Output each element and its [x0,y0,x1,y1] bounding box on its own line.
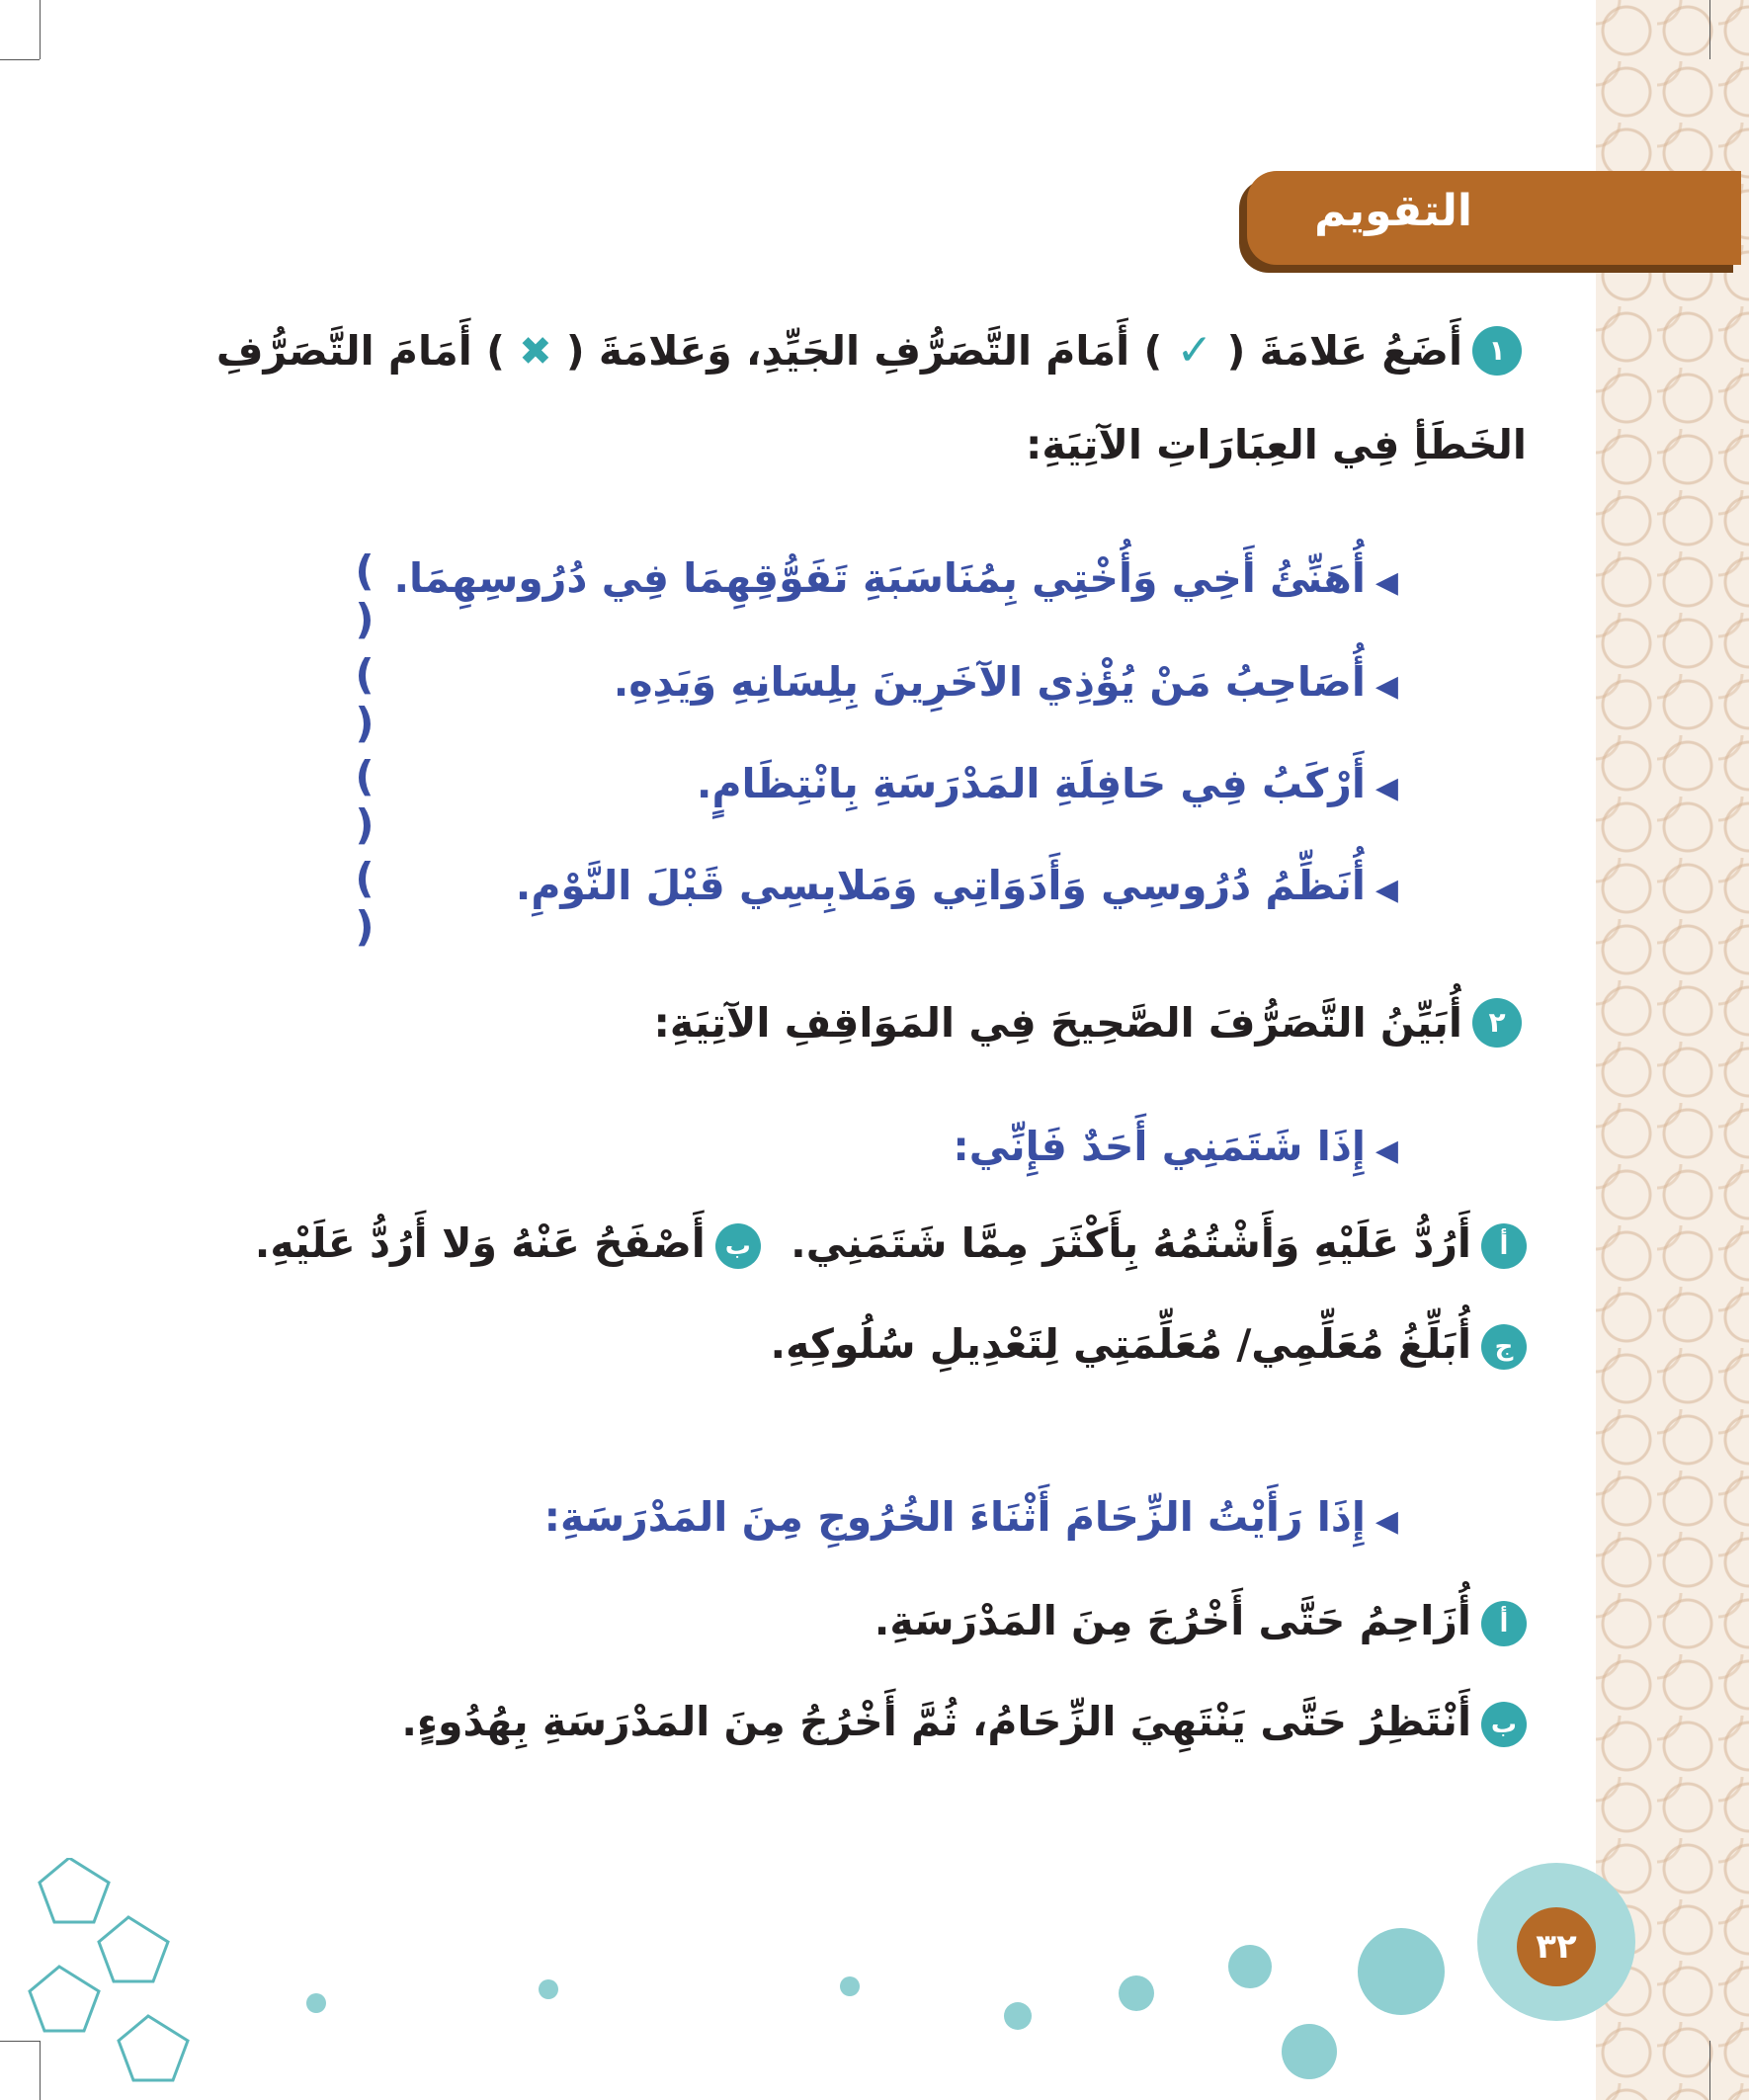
option-letter: ب [1481,1702,1527,1747]
question-1-instruction [216,321,1462,381]
check-icon: ✓ [1176,325,1213,376]
statement-2 [614,652,1398,716]
statement-text: أَرْكَبُ فِي حَافِلَةِ المَدْرَسَةِ بِانْتِظَامٍ. [696,760,1366,807]
decorative-rosettes [0,1858,1749,2100]
option-letter: أ [1481,1223,1527,1269]
statement-4 [516,856,1398,920]
section-title: التقويم [1314,186,1472,236]
situation-1-options-row [255,1214,1527,1273]
arrow-icon: ◀ [1374,565,1398,600]
instruction-part: ) أَمَامَ التَّصَرُّفِ الجَيِّدِ، وَعَلامَةَ ( [565,327,1163,375]
statement-text: أُصَاحِبُ مَنْ يُؤْذِي الآخَرِينَ بِلِسَانِهِ وَيَدِهِ. [613,658,1366,706]
decorative-pattern-strip [1596,0,1749,2100]
crop-mark [40,0,41,59]
option-text[interactable]: أَرُدُّ عَلَيْهِ وَأَشْتُمُهُ بِأَكْثَرَ مِمَّا شَتَمَنِي. [791,1219,1471,1267]
arrow-icon: ◀ [1374,873,1398,907]
cross-icon: ✖ [519,329,552,375]
situation-1-option-c [771,1314,1527,1374]
answer-parens-4[interactable]: ( ) [355,854,402,951]
question-2-number: ٢ [1472,998,1522,1048]
instruction-part: ) أَمَامَ التَّصَرُّفِ [215,327,505,375]
option-text[interactable]: أَصْفَحُ عَنْهُ وَلا أَرُدُّ عَلَيْهِ. [254,1219,706,1267]
statement-1 [393,548,1398,613]
answer-parens-3[interactable]: ( ) [355,752,402,849]
arrow-icon: ◀ [1374,1504,1398,1539]
option-letter: أ [1481,1601,1527,1646]
situation-1 [953,1117,1398,1181]
page-number: ٣٢ [1517,1907,1596,1986]
option-text[interactable]: أُبَلِّغُ مُعَلِّمِي/ مُعَلِّمَتِي لِتَعْدِيلِ سُلُوكِهِ. [770,1320,1471,1368]
situation-text: إِذَا شَتَمَنِي أَحَدٌ فَإِنِّي: [953,1123,1366,1170]
situation-2 [544,1487,1398,1552]
answer-parens-2[interactable]: ( ) [355,650,402,747]
crop-mark [0,59,40,60]
question-2-prompt: أُبَيِّنُ التَّصَرُّفَ الصَّحِيحَ فِي المَوَاقِفِ الآتِيَةِ: [653,999,1462,1047]
situation-2-option-a [874,1591,1527,1650]
situation-2-option-b [401,1692,1527,1751]
option-letter: ج [1481,1324,1527,1370]
question-1-number: ١ [1472,326,1522,376]
answer-parens-1[interactable]: ( ) [355,546,402,643]
statement-text: أُهَنِّئُ أَخِي وَأُخْتِي بِمُنَاسَبَةِ تَفَوُّقِهِمَا فِي دُرُوسِهِمَا. [393,554,1366,602]
statement-3 [697,754,1398,818]
question-1-instruction-line2: الخَطَأِ فِي العِبَارَاتِ الآتِيَةِ: [1025,421,1527,468]
crop-mark [1709,0,1710,59]
instruction-part: أَضَعُ عَلامَةَ ( [1226,327,1462,375]
option-letter: ب [715,1223,761,1269]
option-text[interactable]: أَنْتَظِرُ حَتَّى يَنْتَهِيَ الزِّحَامُ، ثُمَّ أَخْرُجُ مِنَ المَدْرَسَةِ بِهُدُوءٍ. [401,1698,1471,1745]
statement-text: أُنَظِّمُ دُرُوسِي وَأَدَوَاتِي وَمَلابِسِي قَبْلَ النَّوْمِ. [515,862,1366,909]
option-text[interactable]: أُزَاحِمُ حَتَّى أَخْرُجَ مِنَ المَدْرَسَةِ. [874,1597,1471,1644]
arrow-icon: ◀ [1374,771,1398,805]
situation-text: إِذَا رَأَيْتُ الزِّحَامَ أَثْنَاءَ الخُرُوجِ مِنَ المَدْرَسَةِ: [543,1493,1366,1541]
arrow-icon: ◀ [1374,669,1398,704]
arrow-icon: ◀ [1374,1134,1398,1168]
